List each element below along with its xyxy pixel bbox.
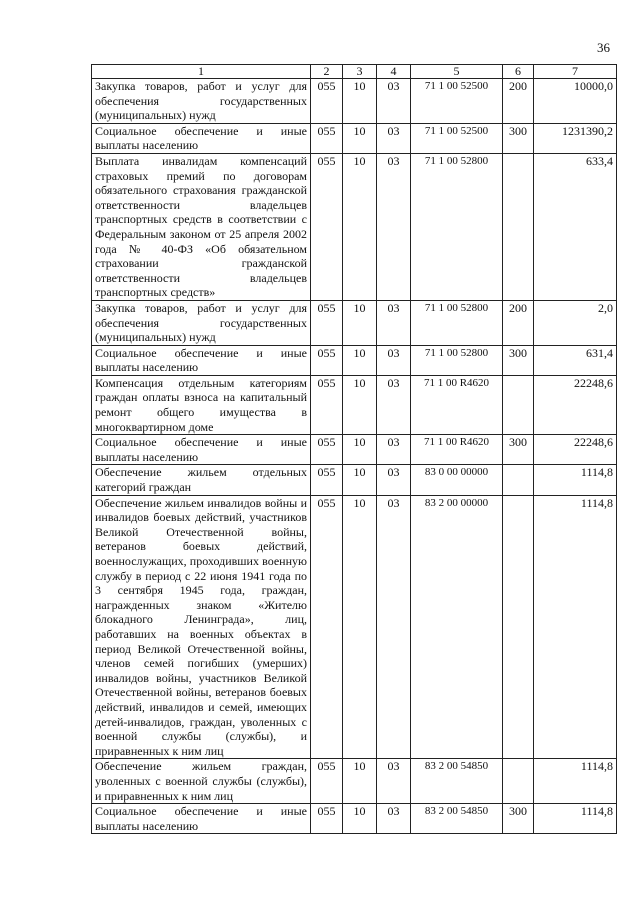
ved-code-cell: 055 bbox=[311, 123, 343, 153]
target-article-cell: 83 2 00 54850 bbox=[411, 804, 503, 834]
section-code-cell: 10 bbox=[343, 759, 377, 804]
column-header: 1 bbox=[92, 65, 311, 79]
amount-cell: 633,4 bbox=[534, 153, 617, 300]
ved-code-cell: 055 bbox=[311, 435, 343, 465]
table-row bbox=[92, 153, 617, 300]
column-header: 5 bbox=[411, 65, 503, 79]
row-name-cell: Компенсация отдельным категориям граждан оплаты взноса на капитальный ремонт общего имущества в многоквартирном доме bbox=[92, 375, 311, 434]
section-code-cell: 10 bbox=[343, 345, 377, 375]
target-article-cell: 71 1 00 52800 bbox=[411, 345, 503, 375]
row-name-cell: Выплата инвалидам компенсаций страховых премий по договорам обязательного страхования гражданской ответственности владельцев транспортных средств в соответствии с Федеральным законом от 25 апреля 2002 года № 40-ФЗ «Об обязательном страховании гражданской ответственности владельцев транспортных средств» bbox=[92, 153, 311, 300]
table-row bbox=[92, 804, 617, 834]
target-article-cell: 83 2 00 00000 bbox=[411, 495, 503, 759]
ved-code-cell: 055 bbox=[311, 804, 343, 834]
table-row bbox=[92, 435, 617, 465]
amount-cell: 1114,8 bbox=[534, 804, 617, 834]
page-number: 36 bbox=[597, 40, 610, 55]
row-name-cell: Обеспечение жильем граждан, уволенных с военной службы (службы), и приравненных к ним лиц bbox=[92, 759, 311, 804]
expense-type-cell: 200 bbox=[503, 300, 534, 345]
subsection-code-cell: 03 bbox=[377, 804, 411, 834]
section-code-cell: 10 bbox=[343, 495, 377, 759]
column-header: 7 bbox=[534, 65, 617, 79]
expense-type-cell bbox=[503, 465, 534, 495]
target-article-cell: 71 1 00 52800 bbox=[411, 153, 503, 300]
amount-cell: 22248,6 bbox=[534, 435, 617, 465]
table-row bbox=[92, 79, 617, 124]
expense-type-cell: 300 bbox=[503, 345, 534, 375]
table-row bbox=[92, 495, 617, 759]
expense-type-cell bbox=[503, 495, 534, 759]
expense-type-cell bbox=[503, 759, 534, 804]
table-row bbox=[92, 123, 617, 153]
table-row bbox=[92, 300, 617, 345]
expense-type-cell: 200 bbox=[503, 79, 534, 124]
ved-code-cell: 055 bbox=[311, 759, 343, 804]
subsection-code-cell: 03 bbox=[377, 759, 411, 804]
table-row bbox=[92, 345, 617, 375]
row-name-cell: Социальное обеспечение и иные выплаты населению bbox=[92, 345, 311, 375]
budget-table bbox=[91, 64, 617, 834]
section-code-cell: 10 bbox=[343, 435, 377, 465]
table-row bbox=[92, 375, 617, 434]
amount-cell: 22248,6 bbox=[534, 375, 617, 434]
table-row bbox=[92, 759, 617, 804]
row-name-cell: Обеспечение жильем отдельных категорий граждан bbox=[92, 465, 311, 495]
ved-code-cell: 055 bbox=[311, 153, 343, 300]
target-article-cell: 71 1 00 R4620 bbox=[411, 435, 503, 465]
subsection-code-cell: 03 bbox=[377, 345, 411, 375]
target-article-cell: 71 1 00 R4620 bbox=[411, 375, 503, 434]
expense-type-cell: 300 bbox=[503, 435, 534, 465]
table-header-row bbox=[92, 65, 617, 79]
column-header: 6 bbox=[503, 65, 534, 79]
ved-code-cell: 055 bbox=[311, 300, 343, 345]
amount-cell: 1114,8 bbox=[534, 465, 617, 495]
section-code-cell: 10 bbox=[343, 79, 377, 124]
row-name-cell: Социальное обеспечение и иные выплаты населению bbox=[92, 123, 311, 153]
row-name-cell: Закупка товаров, работ и услуг для обеспечения государственных (муниципальных) нужд bbox=[92, 79, 311, 124]
ved-code-cell: 055 bbox=[311, 465, 343, 495]
row-name-cell: Обеспечение жильем инвалидов войны и инвалидов боевых действий, участников Великой Отечественной войны, ветеранов боевых действий, военнослужащих, проходивших военную службу в период с 22 июня 1941 года по 3 сентября 1945 года, граждан, награжденных знаком «Жителю блокадного Ленинграда», лиц, работавших на военных объектах в период Великой Отечественной войны, членов семей погибших (умерших) инвалидов войны, участников Великой Отечественной войны, ветеранов боевых действий, инвалидов и семей, имеющих детей-инвалидов, граждан, уволенных с военной службы (службы), и приравненных к ним лиц bbox=[92, 495, 311, 759]
amount-cell: 10000,0 bbox=[534, 79, 617, 124]
target-article-cell: 71 1 00 52800 bbox=[411, 300, 503, 345]
section-code-cell: 10 bbox=[343, 465, 377, 495]
ved-code-cell: 055 bbox=[311, 495, 343, 759]
row-name-cell: Закупка товаров, работ и услуг для обеспечения государственных (муниципальных) нужд bbox=[92, 300, 311, 345]
amount-cell: 1231390,2 bbox=[534, 123, 617, 153]
row-name-cell: Социальное обеспечение и иные выплаты населению bbox=[92, 435, 311, 465]
table-row bbox=[92, 465, 617, 495]
expense-type-cell: 300 bbox=[503, 123, 534, 153]
expense-type-cell: 300 bbox=[503, 804, 534, 834]
amount-cell: 2,0 bbox=[534, 300, 617, 345]
column-header: 3 bbox=[343, 65, 377, 79]
target-article-cell: 83 2 00 54850 bbox=[411, 759, 503, 804]
column-header: 2 bbox=[311, 65, 343, 79]
subsection-code-cell: 03 bbox=[377, 375, 411, 434]
subsection-code-cell: 03 bbox=[377, 123, 411, 153]
section-code-cell: 10 bbox=[343, 123, 377, 153]
subsection-code-cell: 03 bbox=[377, 435, 411, 465]
expense-type-cell bbox=[503, 375, 534, 434]
subsection-code-cell: 03 bbox=[377, 495, 411, 759]
ved-code-cell: 055 bbox=[311, 375, 343, 434]
amount-cell: 1114,8 bbox=[534, 495, 617, 759]
section-code-cell: 10 bbox=[343, 153, 377, 300]
target-article-cell: 83 0 00 00000 bbox=[411, 465, 503, 495]
section-code-cell: 10 bbox=[343, 300, 377, 345]
column-header: 4 bbox=[377, 65, 411, 79]
target-article-cell: 71 1 00 52500 bbox=[411, 123, 503, 153]
row-name-cell: Социальное обеспечение и иные выплаты населению bbox=[92, 804, 311, 834]
subsection-code-cell: 03 bbox=[377, 153, 411, 300]
subsection-code-cell: 03 bbox=[377, 79, 411, 124]
subsection-code-cell: 03 bbox=[377, 300, 411, 345]
section-code-cell: 10 bbox=[343, 375, 377, 434]
amount-cell: 631,4 bbox=[534, 345, 617, 375]
section-code-cell: 10 bbox=[343, 804, 377, 834]
subsection-code-cell: 03 bbox=[377, 465, 411, 495]
ved-code-cell: 055 bbox=[311, 79, 343, 124]
expense-type-cell bbox=[503, 153, 534, 300]
target-article-cell: 71 1 00 52500 bbox=[411, 79, 503, 124]
ved-code-cell: 055 bbox=[311, 345, 343, 375]
amount-cell: 1114,8 bbox=[534, 759, 617, 804]
